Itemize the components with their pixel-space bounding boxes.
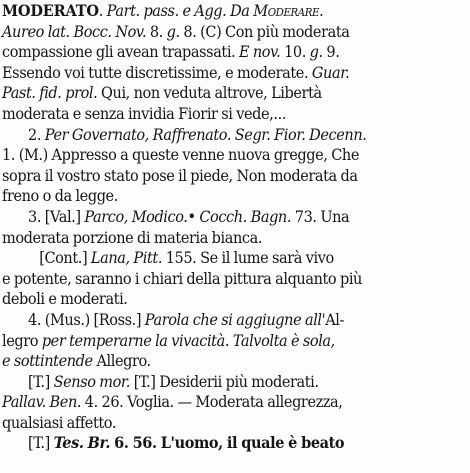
entry-text-run: moderata porzione di materia bianca. xyxy=(2,228,263,247)
entry-text-run: 10. xyxy=(280,43,310,62)
entry-text-run: . xyxy=(98,2,107,20)
entry-text-run: e potente, saranno i chiari della pittura alquanto più xyxy=(2,269,362,288)
entry-text-run: deboli e moderati. xyxy=(2,290,128,309)
entry-text-run: Aureo lat. Bocc. Nov. xyxy=(2,22,147,41)
entry-line xyxy=(2,63,432,84)
entry-text-run: 8. (C) Con più moderata xyxy=(179,22,350,41)
entry-text-run: Past. fid. prol. xyxy=(2,84,98,103)
entry-text-run: MODERATO xyxy=(2,1,99,20)
entry-text-run: e sottintende xyxy=(2,352,93,371)
entry-text-run: 4. 26. Voglia. — Moderata allegrezza, xyxy=(81,393,343,412)
entry-line xyxy=(2,125,432,146)
entry-text-run: 73. Una xyxy=(291,207,350,226)
entry-text-run: 3. [Val.] xyxy=(28,207,85,226)
entry-line xyxy=(2,331,432,352)
dictionary-entry-moderato xyxy=(2,1,432,454)
entry-text-run: 2. xyxy=(28,125,45,144)
entry-line xyxy=(2,392,432,413)
entry-text-run: [Cont.] xyxy=(39,249,91,268)
entry-text-run: Lana, Pitt. xyxy=(90,249,163,268)
entry-line xyxy=(2,104,432,125)
entry-text-run: • xyxy=(187,207,200,226)
entry-line xyxy=(2,186,432,207)
entry-text-run: [T.] xyxy=(28,372,54,391)
entry-line xyxy=(2,207,432,228)
entry-line xyxy=(2,269,432,290)
entry-text-run: 8. xyxy=(146,22,167,41)
entry-line xyxy=(2,22,432,43)
entry-text-run: Senso mor. xyxy=(53,372,131,391)
entry-text-run: Allegro. xyxy=(92,352,151,371)
entry-text-run: 1. (M.) Appresso a queste venne nuova gregge, Che xyxy=(2,146,360,165)
entry-line xyxy=(2,372,432,393)
entry-line xyxy=(2,248,432,269)
entry-line xyxy=(2,289,432,310)
entry-line xyxy=(2,351,432,372)
entry-text-run: 'Al- xyxy=(321,310,344,329)
entry-line xyxy=(2,413,432,434)
entry-text-run: . xyxy=(319,2,324,20)
entry-line xyxy=(2,83,432,104)
entry-text-run: Per Governato, Raffrenato. Segr. Fior. Decenn. xyxy=(44,125,367,144)
entry-text-run: 6. 56. L'uomo, il quale è beato xyxy=(109,433,345,453)
entry-line xyxy=(2,145,432,166)
entry-line xyxy=(2,1,432,22)
entry-text-run: g. xyxy=(309,43,323,62)
entry-text-run: [T.] xyxy=(28,434,54,453)
entry-text-run: Pallav. Ben. xyxy=(2,393,82,412)
entry-text-run: moderata e senza invidia Fiorir si vede,... xyxy=(2,104,286,123)
entry-text-run: Guar. xyxy=(311,63,350,82)
entry-text-run: Qui, non veduta altrove, Libertà xyxy=(97,84,322,103)
entry-text-run: Part. pass. e Agg. Da xyxy=(106,2,254,20)
entry-text-run: Cocch. Bagn. xyxy=(199,207,292,226)
entry-text-run: [T.] Desiderii più moderati. xyxy=(130,372,319,391)
entry-text-run: per temperarne la vivacità. Talvolta è sola, xyxy=(41,331,335,350)
entry-text-run: E nov. xyxy=(238,43,281,62)
entry-text-run: Essendo voi tutte discretissime, e moderate. xyxy=(2,63,312,82)
entry-line xyxy=(2,228,432,249)
entry-text-run: Parco, Modico. xyxy=(84,207,188,226)
entry-text-run: compassione gli avean trapassati. xyxy=(2,43,239,62)
entry-text-run: legro xyxy=(2,331,42,350)
entry-line xyxy=(2,433,432,454)
entry-text-run: qualsiasi affetto. xyxy=(2,413,117,432)
entry-line xyxy=(2,42,432,63)
entry-text-run: sopra il vostro stato pose il piede, Non moderata da xyxy=(2,166,358,185)
entry-text-run: 4. (Mus.) [Ross.] xyxy=(28,310,145,329)
entry-text-run: g. xyxy=(166,22,180,41)
entry-text-run: Parola che si aggiugne all xyxy=(144,310,322,329)
entry-line xyxy=(2,310,432,331)
entry-text-run: 9. xyxy=(322,43,340,62)
entry-line xyxy=(2,166,432,187)
entry-text-run: Tes. Br. xyxy=(53,433,110,453)
entry-text-run: 155. Se il lume sarà vivo xyxy=(162,249,334,268)
entry-text-run: freno o da legge. xyxy=(2,187,118,206)
entry-text-run: Moderare xyxy=(253,2,320,20)
